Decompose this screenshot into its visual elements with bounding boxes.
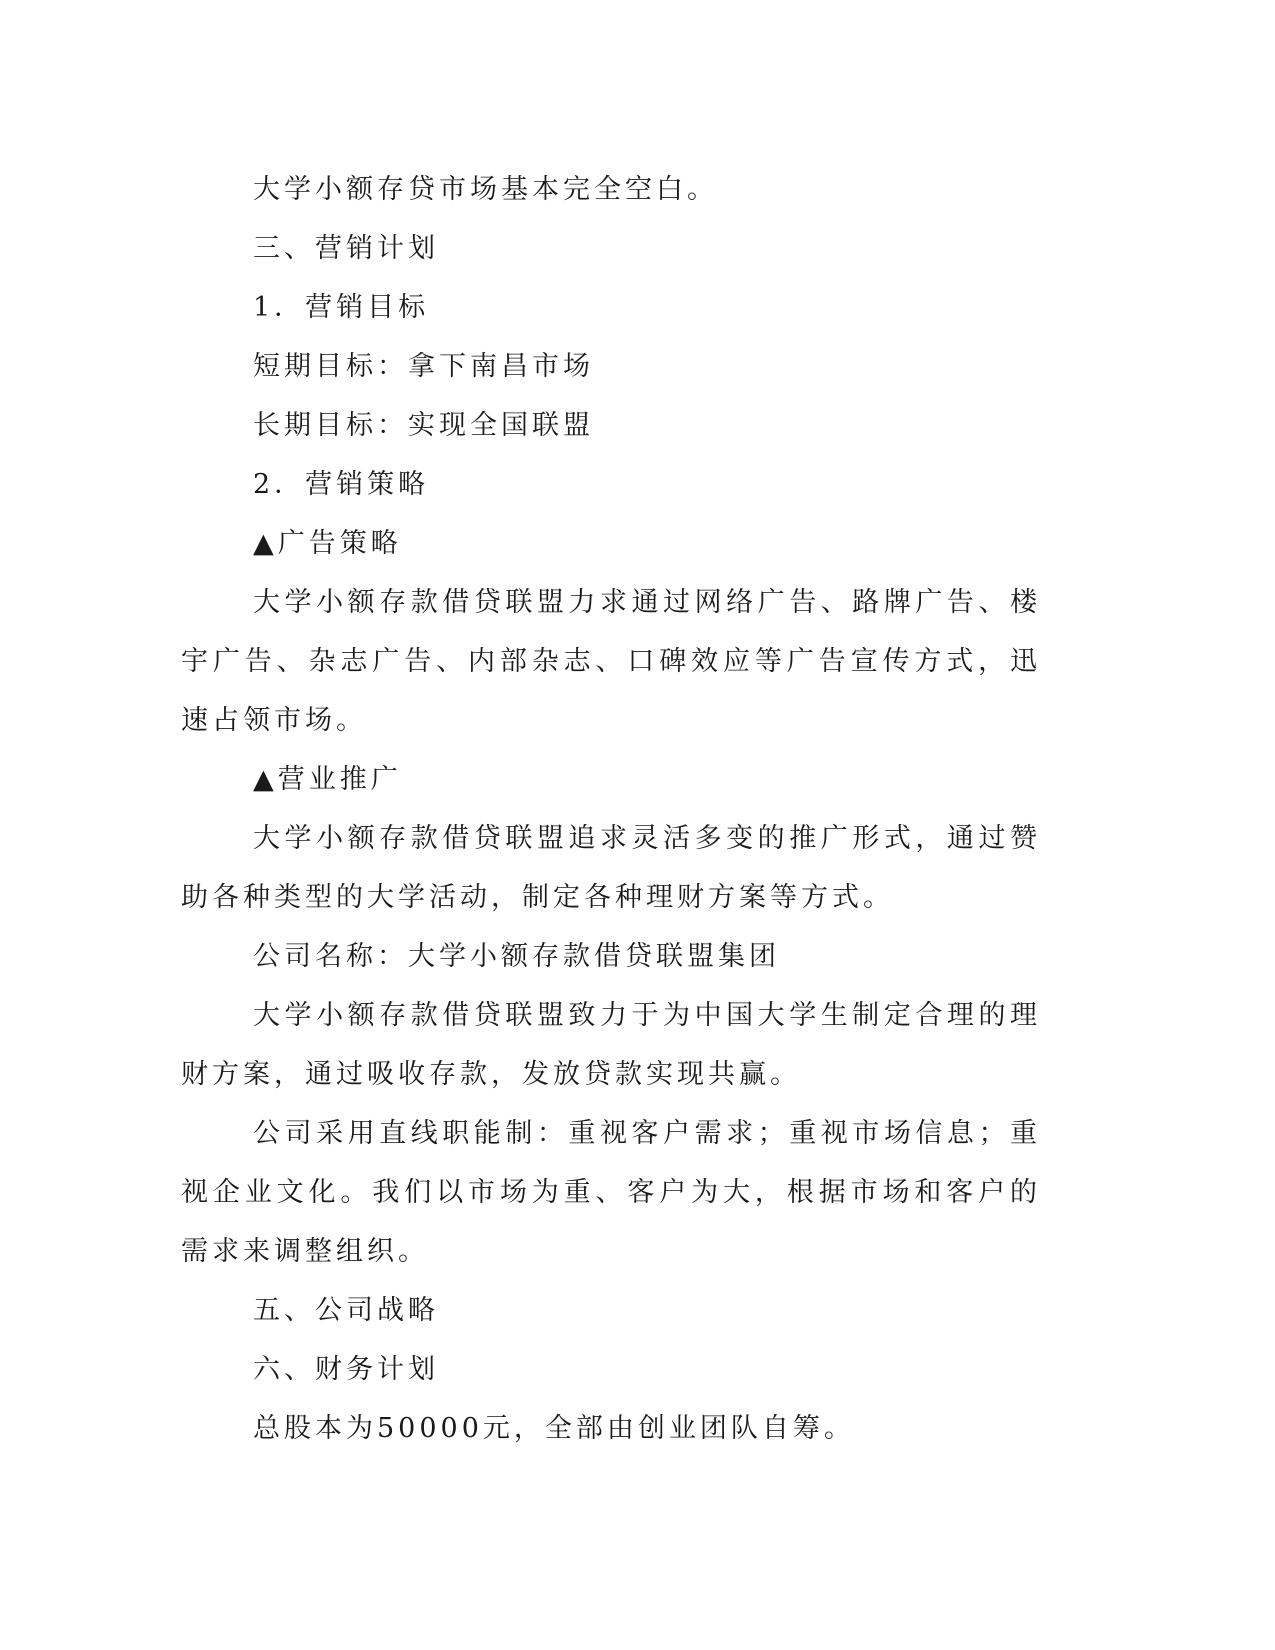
heading-marketing-goals: 1．营销目标	[253, 292, 430, 323]
heading-advertising-strategy: ▲广告策略	[253, 528, 402, 559]
heading-business-promotion: ▲营业推广	[253, 764, 402, 795]
heading-company-strategy: 五、公司战略	[253, 1295, 439, 1326]
paragraph-advertising: 大学小额存款借贷联盟力求通过网络广告、路牌广告、楼宇广告、杂志广告、内部杂志、口碑效应等广告宣传方式，迅速占领市场。	[181, 587, 1041, 736]
paragraph-company-name: 公司名称：大学小额存款借贷联盟集团	[253, 941, 780, 972]
heading-financial-plan: 六、财务计划	[253, 1354, 439, 1385]
heading-marketing-plan: 三、营销计划	[253, 233, 439, 264]
paragraph-short-term-goal: 短期目标：拿下南昌市场	[253, 351, 594, 382]
paragraph-promotion: 大学小额存款借贷联盟追求灵活多变的推广形式，通过赞助各种类型的大学活动，制定各种理财方案等方式。	[181, 823, 1041, 913]
paragraph-market-blank: 大学小额存贷市场基本完全空白。	[253, 174, 718, 205]
paragraph-total-capital: 总股本为50000元，全部由创业团队自筹。	[253, 1413, 855, 1444]
heading-marketing-strategy: 2．营销策略	[253, 469, 430, 500]
paragraph-organization: 公司采用直线职能制：重视客户需求；重视市场信息；重视企业文化。我们以市场为重、客户为大，根据市场和客户的需求来调整组织。	[181, 1118, 1041, 1267]
paragraph-company-mission: 大学小额存款借贷联盟致力于为中国大学生制定合理的理财方案，通过吸收存款，发放贷款实现共赢。	[181, 1000, 1041, 1090]
document-body	[181, 160, 1041, 1458]
paragraph-long-term-goal: 长期目标：实现全国联盟	[253, 410, 594, 441]
